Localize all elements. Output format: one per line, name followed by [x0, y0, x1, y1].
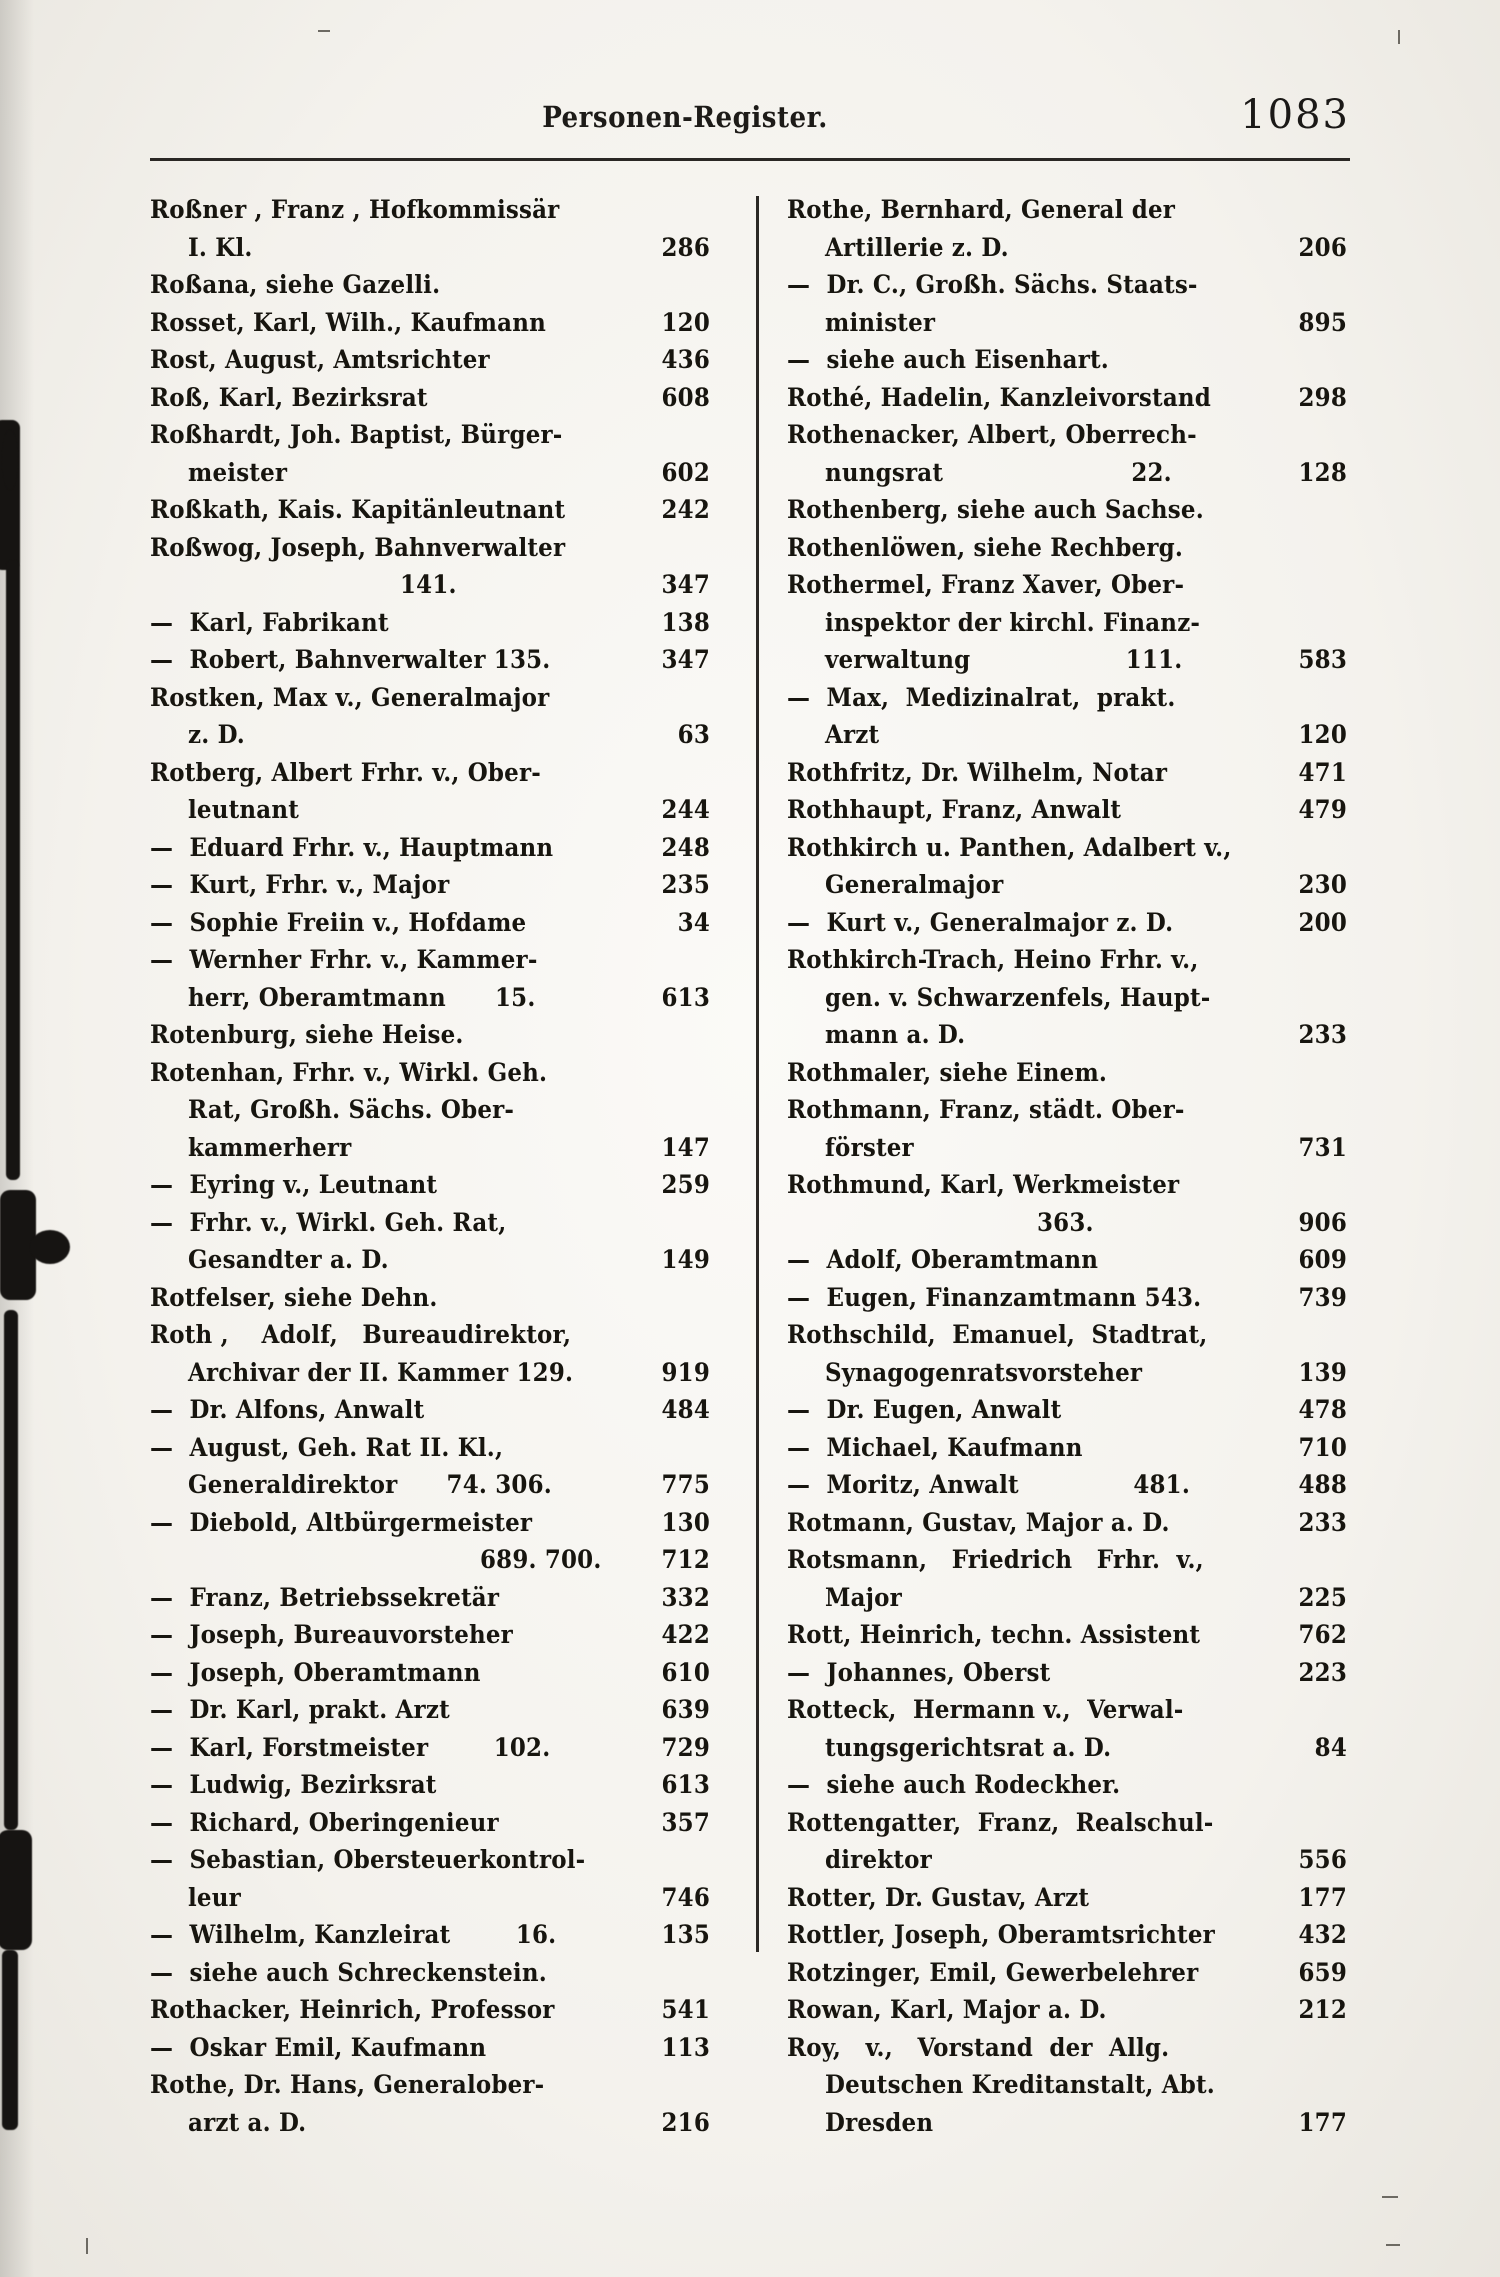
- index-entry-page: 422: [661, 1620, 710, 1650]
- index-entry-page: 746: [661, 1882, 710, 1913]
- index-entry-page: 128: [1298, 457, 1347, 488]
- index-entry: [150, 1955, 710, 1993]
- index-entry-page: 731: [1298, 1132, 1347, 1163]
- index-entry-text: — Dr. Eugen, Anwalt: [787, 1395, 1062, 1425]
- index-entry: [787, 905, 1347, 943]
- index-entry-text: Rothermel, Franz Xaver, Ober-: [787, 570, 1185, 600]
- index-entry: [150, 1580, 710, 1618]
- index-entry-text: — Dr. Karl, prakt. Arzt: [150, 1695, 450, 1725]
- index-entry: [787, 1805, 1347, 1843]
- index-entry: [150, 1655, 710, 1693]
- index-entry-text: Rothhaupt, Franz, Anwalt: [787, 795, 1122, 825]
- index-entry-text: z. D.: [188, 720, 245, 750]
- index-entry-text: Rotteck, Hermann v., Verwal-: [787, 1695, 1184, 1725]
- index-entry-page: 347: [661, 645, 710, 675]
- index-entry: [787, 1467, 1347, 1505]
- index-entry-text: Rothfritz, Dr. Wilhelm, Notar: [787, 757, 1168, 788]
- index-entry: [150, 1355, 710, 1393]
- index-entry: [787, 455, 1347, 493]
- index-entry: [787, 1242, 1347, 1280]
- index-entry: [150, 1880, 710, 1918]
- index-entry: [787, 680, 1347, 718]
- index-entry-text: förster: [825, 1132, 914, 1163]
- index-entry: [150, 605, 710, 643]
- index-entry-page: 63: [677, 720, 710, 750]
- index-entry-text: Roßner , Franz , Hofkommissär: [150, 195, 560, 225]
- index-entry-page: 906: [1298, 1207, 1347, 1238]
- index-entry: [787, 1542, 1347, 1580]
- index-entry-text: — Johannes, Oberst: [787, 1657, 1051, 1688]
- index-entry-page: 233: [1298, 1020, 1347, 1050]
- index-entry-text: — Joseph, Oberamtmann: [150, 1657, 481, 1688]
- index-entry-text: — siehe auch Eisenhart.: [787, 345, 1109, 375]
- page-number: 1083: [1240, 92, 1350, 138]
- scan-artifact-blob: [2, 1950, 18, 2130]
- index-entry-text: meister: [188, 457, 288, 488]
- index-entry: [787, 1955, 1347, 1993]
- index-entry-text: Rottengatter, Franz, Realschul-: [787, 1807, 1214, 1838]
- index-entry-text: Rat, Großh. Sächs. Ober-: [188, 1095, 515, 1125]
- index-entry-text: Rotenburg, siehe Heise.: [150, 1020, 464, 1050]
- index-entry-page: 710: [1298, 1432, 1347, 1463]
- index-entry: [150, 380, 710, 418]
- index-entry-text: Rotsmann, Friedrich Frhr. v.,: [787, 1545, 1204, 1575]
- index-entry: [150, 230, 710, 268]
- index-entry: [787, 605, 1347, 643]
- index-entry: [150, 1617, 710, 1655]
- index-entry-text: — Ludwig, Bezirksrat: [150, 1770, 437, 1800]
- index-entry: [150, 717, 710, 755]
- index-entry-page: 471: [1298, 757, 1347, 788]
- index-entry-page: 135: [661, 1920, 710, 1950]
- index-entry-text: minister: [825, 307, 936, 338]
- index-entry-text: Rotzinger, Emil, Gewerbelehrer: [787, 1957, 1199, 1988]
- index-entry: [150, 1805, 710, 1843]
- index-entry-page: 120: [1298, 720, 1347, 750]
- index-entry: [150, 1992, 710, 2030]
- index-entry-text: Synagogenratsvorsteher: [825, 1357, 1143, 1388]
- index-entry-text: nungsrat 22.: [825, 457, 1172, 488]
- index-entry: [787, 755, 1347, 793]
- index-entry-page: 298: [1298, 382, 1347, 413]
- index-entry: [150, 1392, 710, 1430]
- index-entry-text: — Max, Medizinalrat, prakt.: [787, 682, 1176, 713]
- scan-artifact-blob: [6, 560, 20, 1180]
- column-divider: [756, 196, 759, 1952]
- index-entry-page: 212: [1298, 1995, 1347, 2025]
- index-entry-text: Rothschild, Emanuel, Stadtrat,: [787, 1320, 1208, 1350]
- index-entry: [150, 1842, 710, 1880]
- index-entry-text: Rotmann, Gustav, Major a. D.: [787, 1507, 1170, 1538]
- index-entry-page: 34: [677, 907, 710, 938]
- index-entry-page: 230: [1298, 870, 1347, 900]
- index-entry: [787, 1167, 1347, 1205]
- index-entry-text: — Eyring v., Leutnant: [150, 1170, 438, 1200]
- index-entry: [150, 342, 710, 380]
- left-column: [150, 192, 728, 2142]
- index-entry: [150, 1317, 710, 1355]
- index-entry: [787, 492, 1347, 530]
- index-entry-text: Rost, August, Amtsrichter: [150, 345, 490, 375]
- index-entry-text: Arzt: [825, 720, 880, 750]
- index-entry-page: 762: [1298, 1620, 1347, 1650]
- index-entry-page: 583: [1298, 645, 1347, 675]
- index-entry-text: leutnant: [188, 795, 300, 825]
- index-entry: [150, 1092, 710, 1130]
- index-entry: [150, 1767, 710, 1805]
- index-entry-page: 139: [1298, 1357, 1347, 1388]
- index-entry: [150, 1130, 710, 1168]
- index-entry: [150, 567, 710, 605]
- index-entry-page: 712: [661, 1545, 710, 1575]
- index-entry-page: 233: [1298, 1507, 1347, 1538]
- index-entry-text: Rothmund, Karl, Werkmeister: [787, 1170, 1180, 1200]
- index-entry-page: 177: [1298, 2107, 1347, 2138]
- index-entry-text: Rothé, Hadelin, Kanzleivorstand: [787, 382, 1212, 413]
- index-entry-text: verwaltung 111.: [825, 645, 1183, 675]
- index-entry-text: — Dr. Alfons, Anwalt: [150, 1395, 425, 1425]
- index-entry: [150, 1467, 710, 1505]
- index-entry-page: 130: [661, 1507, 710, 1538]
- page-content: [150, 92, 1350, 2142]
- index-entry: [787, 2067, 1347, 2105]
- index-entry: [150, 1242, 710, 1280]
- index-entry-page: 120: [661, 307, 710, 338]
- index-entry-text: Roß, Karl, Bezirksrat: [150, 382, 428, 413]
- index-entry-page: 602: [661, 457, 710, 488]
- index-entry: [787, 530, 1347, 568]
- running-head-title: Personen-Register.: [542, 100, 828, 134]
- header-rule: [150, 158, 1350, 161]
- index-entry-text: Rott, Heinrich, techn. Assistent: [787, 1620, 1201, 1650]
- index-entry: [787, 192, 1347, 230]
- index-entry-text: Rothe, Dr. Hans, Generalober-: [150, 2070, 545, 2100]
- index-entry-page: 113: [661, 2032, 710, 2063]
- index-entry-page: 259: [661, 1170, 710, 1200]
- index-entry: [787, 1767, 1347, 1805]
- index-entry-text: tungsgerichtsrat a. D.: [825, 1732, 1112, 1763]
- index-entry: [787, 2105, 1347, 2143]
- index-entry-text: 363.: [1037, 1207, 1094, 1238]
- index-entry-page: 729: [661, 1732, 710, 1763]
- index-entry: [150, 2067, 710, 2105]
- index-entry-page: 436: [661, 345, 710, 375]
- index-entry-text: — Wernher Frhr. v., Kammer-: [150, 945, 538, 975]
- index-entry-text: Rothkirch-Trach, Heino Frhr. v.,: [787, 945, 1199, 975]
- index-entry: [787, 980, 1347, 1018]
- index-entry: [787, 1880, 1347, 1918]
- index-entry: [787, 305, 1347, 343]
- index-entry-text: leur: [188, 1882, 241, 1913]
- index-entry: [787, 830, 1347, 868]
- index-entry: [787, 267, 1347, 305]
- index-entry: [150, 305, 710, 343]
- index-entry: [150, 680, 710, 718]
- index-entry: [787, 867, 1347, 905]
- index-entry-page: 177: [1298, 1882, 1347, 1913]
- index-entry: [787, 567, 1347, 605]
- index-entry-page: 488: [1298, 1470, 1347, 1500]
- index-entry: [150, 905, 710, 943]
- index-entry: [150, 1542, 710, 1580]
- index-entry: [150, 2105, 710, 2143]
- index-entry-text: Dresden: [825, 2107, 934, 2138]
- index-entry-page: 138: [661, 607, 710, 638]
- index-entry-page: 739: [1298, 1282, 1347, 1313]
- index-entry-text: Rothmaler, siehe Einem.: [787, 1057, 1108, 1088]
- index-entry: [150, 2030, 710, 2068]
- index-entry-text: Archivar der II. Kammer 129.: [188, 1357, 574, 1388]
- index-entry: [787, 1692, 1347, 1730]
- index-entry-page: 223: [1298, 1657, 1347, 1688]
- index-entry: [787, 2030, 1347, 2068]
- index-entry-page: 775: [661, 1470, 710, 1500]
- index-entry-text: gen. v. Schwarzenfels, Haupt-: [825, 982, 1211, 1013]
- index-entry: [787, 1617, 1347, 1655]
- index-entry-text: — siehe auch Schreckenstein.: [150, 1957, 547, 1988]
- index-entry: [150, 1280, 710, 1318]
- index-entry-text: — Sophie Freiin v., Hofdame: [150, 907, 527, 938]
- index-entry-text: Rothkirch u. Panthen, Adalbert v.,: [787, 832, 1232, 863]
- index-entry-text: — Richard, Oberingenieur: [150, 1807, 499, 1838]
- index-entry-page: 225: [1298, 1582, 1347, 1613]
- index-entry-page: 541: [661, 1995, 710, 2025]
- index-columns: [150, 192, 1350, 2142]
- index-entry-text: — Michael, Kaufmann: [787, 1432, 1083, 1463]
- index-entry-text: arzt a. D.: [188, 2107, 307, 2138]
- scan-tick: [1398, 30, 1400, 44]
- index-entry-text: Generalmajor: [825, 870, 1004, 900]
- index-entry-text: — Diebold, Altbürgermeister: [150, 1507, 533, 1538]
- index-entry: [787, 1730, 1347, 1768]
- scan-tick: [318, 30, 330, 32]
- index-entry-text: Roßhardt, Joh. Baptist, Bürger-: [150, 420, 563, 450]
- index-entry: [787, 1505, 1347, 1543]
- index-entry-page: 84: [1314, 1732, 1347, 1763]
- index-entry: [150, 1730, 710, 1768]
- index-entry-text: — Sebastian, Obersteuerkontrol-: [150, 1845, 586, 1875]
- index-entry-page: 332: [661, 1582, 710, 1613]
- index-entry: [787, 1430, 1347, 1468]
- index-entry-text: Rothenlöwen, siehe Rechberg.: [787, 532, 1184, 563]
- index-entry-text: Rottler, Joseph, Oberamtsrichter: [787, 1920, 1215, 1950]
- index-entry-text: — Adolf, Oberamtmann: [787, 1245, 1099, 1275]
- index-entry: [787, 230, 1347, 268]
- index-entry-page: 478: [1298, 1395, 1347, 1425]
- index-entry: [787, 1842, 1347, 1880]
- index-entry: [150, 530, 710, 568]
- index-entry: [787, 1055, 1347, 1093]
- index-entry-page: 613: [661, 982, 710, 1013]
- index-entry: [150, 1430, 710, 1468]
- index-entry-text: Rothe, Bernhard, General der: [787, 195, 1176, 225]
- index-entry-text: Artillerie z. D.: [825, 232, 1009, 263]
- index-entry-page: 216: [661, 2107, 710, 2138]
- index-entry: [787, 942, 1347, 980]
- index-entry: [787, 1392, 1347, 1430]
- index-entry-text: Rothacker, Heinrich, Professor: [150, 1995, 555, 2025]
- index-entry-page: 235: [661, 870, 710, 900]
- index-entry: [150, 492, 710, 530]
- scan-artifact-blob: [2, 430, 18, 490]
- index-entry-page: 347: [661, 570, 710, 600]
- scan-artifact-blob: [4, 1310, 18, 1830]
- index-entry: [787, 1130, 1347, 1168]
- scan-artifact-blob: [30, 1230, 70, 1264]
- index-entry-text: Rothenacker, Albert, Oberrech-: [787, 420, 1197, 450]
- scan-tick: [1386, 2244, 1400, 2246]
- index-entry-text: — Robert, Bahnverwalter 135.: [150, 645, 551, 675]
- index-entry-text: 689. 700.: [480, 1545, 602, 1575]
- index-entry-page: 484: [661, 1395, 710, 1425]
- index-entry: [787, 1317, 1347, 1355]
- index-entry: [150, 267, 710, 305]
- index-entry-text: Roßkath, Kais. Kapitänleutnant: [150, 495, 566, 525]
- index-entry: [150, 192, 710, 230]
- index-entry-text: — Eduard Frhr. v., Hauptmann: [150, 832, 554, 863]
- index-entry-text: 141.: [400, 570, 457, 600]
- scan-tick: [1382, 2196, 1398, 2198]
- index-entry: [787, 1992, 1347, 2030]
- index-entry-text: Rotenhan, Frhr. v., Wirkl. Geh.: [150, 1057, 548, 1088]
- index-entry-text: — Moritz, Anwalt 481.: [787, 1470, 1191, 1500]
- index-entry-text: — siehe auch Rodeckher.: [787, 1770, 1121, 1800]
- index-entry-text: Roßwog, Joseph, Bahnverwalter: [150, 532, 566, 563]
- index-entry: [787, 1017, 1347, 1055]
- index-entry-page: 147: [661, 1132, 710, 1163]
- index-entry-text: Deutschen Kreditanstalt, Abt.: [825, 2070, 1215, 2100]
- index-entry-page: 659: [1298, 1957, 1347, 1988]
- index-entry-text: — Franz, Betriebssekretär: [150, 1582, 500, 1613]
- index-entry: [150, 755, 710, 793]
- index-entry: [787, 1355, 1347, 1393]
- index-entry: [150, 867, 710, 905]
- index-entry: [150, 1505, 710, 1543]
- scan-tick: [86, 2238, 88, 2254]
- index-entry: [787, 1917, 1347, 1955]
- index-entry-text: Rothenberg, siehe auch Sachse.: [787, 495, 1204, 525]
- index-entry: [150, 792, 710, 830]
- index-entry-page: 895: [1298, 307, 1347, 338]
- index-entry-page: 200: [1298, 907, 1347, 938]
- index-entry-text: Roßana, siehe Gazelli.: [150, 270, 441, 300]
- index-entry: [787, 1580, 1347, 1618]
- index-entry: [150, 1692, 710, 1730]
- index-entry-text: Rosset, Karl, Wilh., Kaufmann: [150, 307, 546, 338]
- index-entry: [787, 792, 1347, 830]
- index-entry-page: 639: [661, 1695, 710, 1725]
- index-entry: [150, 1167, 710, 1205]
- index-entry-text: Rothmann, Franz, städt. Ober-: [787, 1095, 1185, 1125]
- index-entry-text: Generaldirektor 74. 306.: [188, 1470, 552, 1500]
- index-entry-text: — Oskar Emil, Kaufmann: [150, 2032, 487, 2063]
- index-entry-text: mann a. D.: [825, 1020, 966, 1050]
- index-entry-text: — Karl, Fabrikant: [150, 607, 389, 638]
- page-header: [150, 92, 1350, 170]
- index-entry: [787, 1655, 1347, 1693]
- index-entry-text: Rotter, Dr. Gustav, Arzt: [787, 1882, 1090, 1913]
- index-entry-text: Roy, v., Vorstand der Allg.: [787, 2032, 1170, 2063]
- index-entry-text: inspektor der kirchl. Finanz-: [825, 607, 1201, 638]
- index-entry: [787, 1205, 1347, 1243]
- index-entry-text: Rotfelser, siehe Dehn.: [150, 1282, 438, 1313]
- index-entry-page: 357: [661, 1807, 710, 1838]
- index-entry-text: — August, Geh. Rat II. Kl.,: [150, 1432, 504, 1463]
- index-entry-text: Rotberg, Albert Frhr. v., Ober-: [150, 757, 541, 788]
- index-entry-page: 432: [1298, 1920, 1347, 1950]
- index-entry: [150, 642, 710, 680]
- index-entry: [787, 717, 1347, 755]
- index-entry-text: — Karl, Forstmeister 102.: [150, 1732, 551, 1763]
- index-entry-text: Major: [825, 1582, 902, 1613]
- index-entry-text: — Frhr. v., Wirkl. Geh. Rat,: [150, 1207, 507, 1238]
- index-entry-page: 556: [1298, 1845, 1347, 1875]
- index-entry: [150, 1917, 710, 1955]
- index-entry: [150, 417, 710, 455]
- index-entry-page: 244: [661, 795, 710, 825]
- index-entry-text: — Joseph, Bureauvorsteher: [150, 1620, 513, 1650]
- index-entry-page: 479: [1298, 795, 1347, 825]
- index-entry: [787, 1092, 1347, 1130]
- right-column: [787, 192, 1347, 2142]
- scan-artifact-blob: [0, 1830, 32, 1950]
- index-entry: [150, 1017, 710, 1055]
- index-entry-page: 248: [661, 832, 710, 863]
- index-entry-text: — Dr. C., Großh. Sächs. Staats-: [787, 270, 1198, 300]
- index-entry-text: — Wilhelm, Kanzleirat 16.: [150, 1920, 557, 1950]
- index-entry: [787, 1280, 1347, 1318]
- index-entry-text: herr, Oberamtmann 15.: [188, 982, 536, 1013]
- index-entry-text: Rostken, Max v., Generalmajor: [150, 682, 550, 713]
- index-entry: [150, 1205, 710, 1243]
- index-entry-text: — Kurt v., Generalmajor z. D.: [787, 907, 1174, 938]
- index-entry-text: kammerherr: [188, 1132, 352, 1163]
- index-entry-page: 610: [661, 1657, 710, 1688]
- index-entry-text: Roth , Adolf, Bureaudirektor,: [150, 1320, 572, 1350]
- index-entry-text: I. Kl.: [188, 232, 253, 263]
- index-entry: [150, 980, 710, 1018]
- index-entry-text: — Eugen, Finanzamtmann 543.: [787, 1282, 1202, 1313]
- index-entry-text: Rowan, Karl, Major a. D.: [787, 1995, 1107, 2025]
- index-entry: [787, 417, 1347, 455]
- index-entry: [150, 1055, 710, 1093]
- index-entry-text: Gesandter a. D.: [188, 1245, 389, 1275]
- index-entry: [150, 830, 710, 868]
- index-entry-page: 608: [661, 382, 710, 413]
- index-entry-page: 919: [661, 1357, 710, 1388]
- index-entry-page: 206: [1298, 232, 1347, 263]
- index-entry: [787, 380, 1347, 418]
- index-entry: [150, 455, 710, 493]
- index-entry-text: — Kurt, Frhr. v., Major: [150, 870, 450, 900]
- index-entry-page: 613: [661, 1770, 710, 1800]
- index-entry: [787, 342, 1347, 380]
- index-entry: [787, 642, 1347, 680]
- index-entry-text: direktor: [825, 1845, 932, 1875]
- index-entry-page: 609: [1298, 1245, 1347, 1275]
- index-entry: [150, 942, 710, 980]
- index-entry-page: 286: [661, 232, 710, 263]
- index-entry-page: 242: [661, 495, 710, 525]
- index-entry-page: 149: [661, 1245, 710, 1275]
